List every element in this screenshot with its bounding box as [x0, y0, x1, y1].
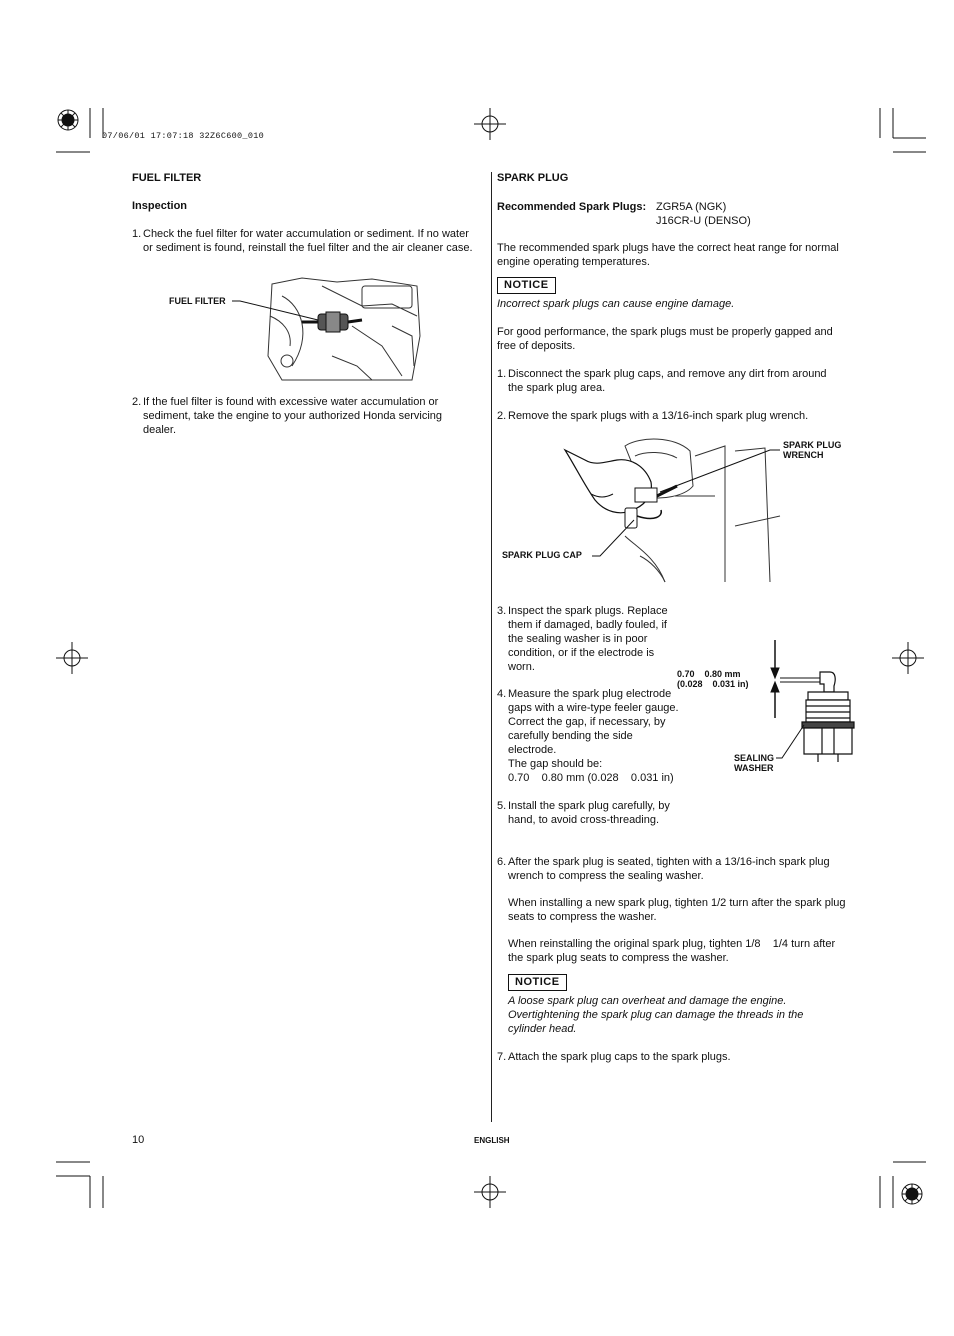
fig-label-wrench-1: SPARK PLUG [783, 440, 842, 450]
spark-step-1 [497, 367, 842, 395]
notice-1-text: Incorrect spark plugs can cause engine damage. [497, 298, 735, 310]
spark-step-4 [497, 687, 682, 785]
fig-label-wrench-2: WRENCH [783, 450, 824, 460]
washer-label-1: SEALING [734, 753, 775, 763]
step-number: 5. [497, 800, 507, 812]
fuel-filter-leader-line [230, 296, 330, 326]
notice-2-text: A loose spark plug can overheat and damage the engine. Overtightening the spark plug can damage the threads in the cylinder head. [508, 995, 804, 1035]
step-text: After the spark plug is seated, tighten with a 13/16-inch spark plug wrench to compress the sealing washer. [508, 856, 830, 882]
starburst-bottom-right [902, 1184, 922, 1204]
crosshair-left [56, 642, 88, 674]
spark-step-5 [497, 799, 682, 827]
gap-fig-label-mm: 0.70 0.80 mm [677, 669, 741, 679]
spark-plug-wrench-illustration [565, 436, 780, 584]
step-number: 6. [497, 856, 507, 868]
gap-label: The gap should be: [508, 758, 603, 770]
column-divider [491, 172, 492, 1122]
step-text: If the fuel filter is found with excessive water accumulation or sediment, take the engine to your authorized Honda servicing dealer. [143, 396, 443, 436]
step-text: Inspect the spark plugs. Replace them if damaged, badly fouled, if the sealing washer is in poor condition, or if the electrode is worn. [508, 605, 668, 673]
step-number: 1. [497, 368, 507, 380]
step-text: Install the spark plug carefully, by hand, to avoid cross-threading. [508, 800, 670, 826]
print-stamp: 07/06/01 17:07:18 32Z6C600_010 [102, 131, 265, 141]
hand-glove [565, 450, 651, 513]
fuel-filter-illustration [262, 276, 422, 384]
spark-step-7 [497, 1050, 842, 1064]
wrench-shaft [635, 486, 677, 502]
recommended-plug-1: ZGR5A (NGK) [656, 201, 727, 213]
step-number: 2. [132, 396, 142, 408]
step-number: 3. [497, 605, 507, 617]
step-text: Measure the spark plug electrode gaps with a wire-type feeler gauge. Correct the gap, if necessary, by carefully bending the side electrode. [508, 688, 679, 756]
gap-fig-label-in: (0.028 0.031 in) [677, 679, 749, 689]
inspection-subtitle: Inspection [132, 200, 188, 212]
step-text: Remove the spark plugs with a 13/16-inch spark plug wrench. [508, 410, 809, 422]
fuel-filter-step-2 [132, 395, 474, 437]
fuel-filter-step-1 [132, 227, 474, 255]
notice-box-1: NOTICE [497, 277, 556, 294]
spark-plug-title: SPARK PLUG [497, 172, 569, 184]
language-label: ENGLISH [474, 1136, 510, 1145]
spark-plug-body [802, 672, 854, 762]
notice-box-2: NOTICE [508, 974, 567, 991]
step-text: Check the fuel filter for water accumulation or sediment. If no water or sediment is found, reinstall the fuel filter and the air cleaner case. [143, 228, 473, 254]
step-number: 1. [132, 228, 142, 240]
spark-step-6 [497, 855, 852, 965]
step-text: Disconnect the spark plug caps, and remove any dirt from around the spark plug area. [508, 368, 827, 394]
crosshair-bottom [474, 1176, 506, 1208]
performance-text: For good performance, the spark plugs must be properly gapped and free of deposits. [497, 326, 833, 352]
crosshair-top [474, 108, 506, 140]
starburst-top-left [58, 110, 78, 130]
washer-leader-line [776, 725, 804, 758]
step-6-original-plug: When reinstalling the original spark plug, tighten 1/8 1/4 turn after the spark plug seats to compress the washer. [508, 938, 839, 964]
spark-step-3 [497, 604, 682, 674]
spark-plug-gap-illustration [672, 640, 862, 765]
washer-label-2: WASHER [734, 763, 774, 773]
fuel-filter-figure-label: FUEL FILTER [169, 296, 226, 306]
spark-step-2 [497, 409, 842, 423]
step-number: 4. [497, 688, 507, 700]
crosshair-right [892, 642, 924, 674]
step-number: 7. [497, 1051, 507, 1063]
fuel-filter-title: FUEL FILTER [132, 172, 202, 184]
step-text: Attach the spark plug caps to the spark plugs. [508, 1051, 731, 1063]
gap-value: 0.70 0.80 mm (0.028 0.031 in) [508, 772, 674, 784]
recommended-plug-2: J16CR-U (DENSO) [656, 215, 751, 227]
fig-label-cap: SPARK PLUG CAP [502, 550, 582, 560]
step-number: 2. [497, 410, 507, 422]
heat-range-text: The recommended spark plugs have the correct heat range for normal engine operating temperatures. [497, 242, 839, 268]
step-6-new-plug: When installing a new spark plug, tighten 1/2 turn after the spark plug seats to compress the washer. [508, 897, 846, 923]
recommended-label: Recommended Spark Plugs: [497, 201, 647, 213]
page-number: 10 [132, 1134, 145, 1146]
plug-cap [625, 508, 661, 528]
